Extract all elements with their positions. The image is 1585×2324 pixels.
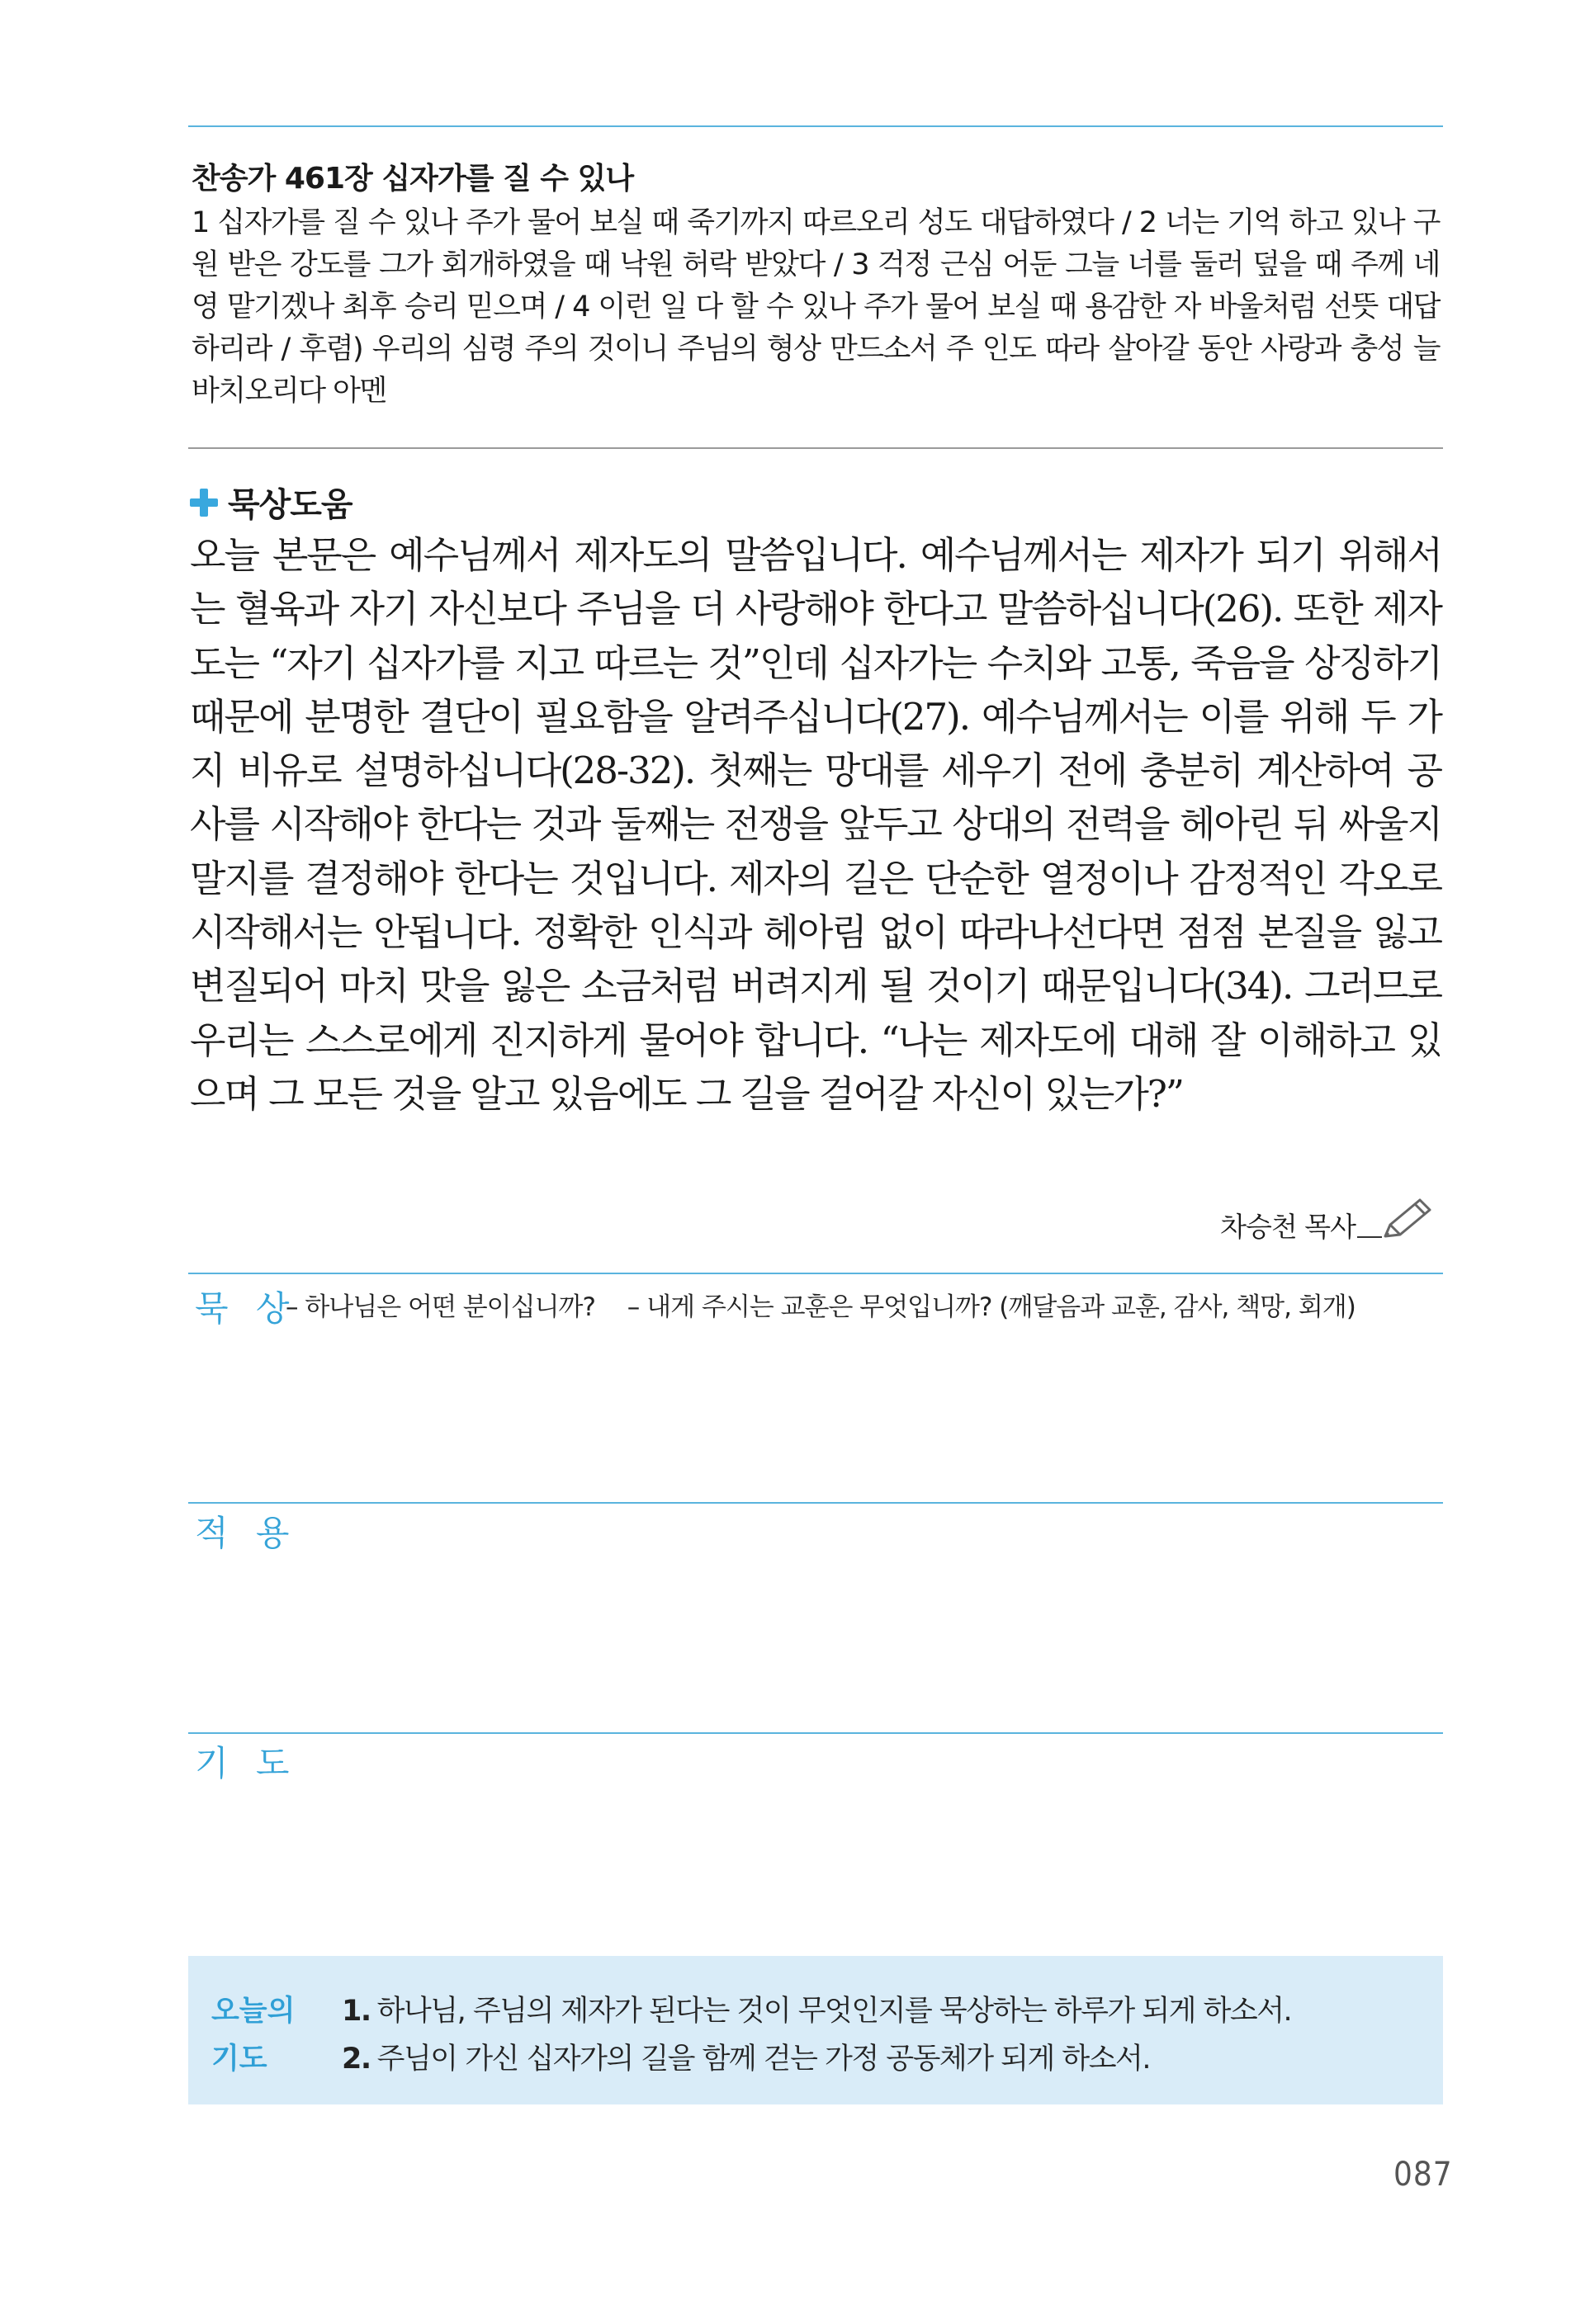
- today-prayer-label: [211, 1987, 302, 2083]
- today-prayer-label-line2: 기도: [211, 2043, 267, 2076]
- apply-label: 적 용: [195, 1513, 298, 1553]
- muksang-prompt-1: – 하나님은 어떤 분이십니까?: [286, 1292, 595, 1322]
- apply-rule: [188, 1502, 1443, 1504]
- prayer-number: 2.: [342, 2043, 371, 2076]
- hymn-lyrics: 1 십자가를 질 수 있나 주가 물어 보실 때 죽기까지 따르오리 성도 대답하였다 / 2 너는 기억 하고 있나 구원 받은 강도를 그가 회개하였을 때 낙원 허락 받았다 / 3 걱정 근심 어둔 그늘 너를 둘러 덮을 때 주께 네 영 맡기겠나 최후 승리 믿으며 / 4 이런 일 다 할 수 있나 주가 물어 보실 때 용감한 자 바울처럼 선뜻 대답 하리라 / 후렴) 우리의 심령 주의 것이니 주님의 형상 만드소서 주 인도 따라 살아갈 동안 사랑과 충성 늘 바치오리다 아멘: [192, 206, 1440, 408]
- today-prayer-list: [342, 1987, 1291, 2083]
- list-item: [342, 1987, 1291, 2035]
- pray-rule: [188, 1732, 1443, 1734]
- prayer-text: 하나님, 주님의 제자가 된다는 것이 무엇인지를 묵상하는 하루가 되게 하소서.: [376, 1995, 1292, 2028]
- page-number: 087: [1393, 2156, 1453, 2194]
- hymn-block: [192, 155, 1440, 413]
- hymn-bottom-rule: [188, 447, 1443, 449]
- pencil-icon: [1379, 1195, 1436, 1245]
- plus-icon: [190, 489, 218, 517]
- muksang-rule: [188, 1273, 1443, 1274]
- list-item: [342, 2035, 1291, 2083]
- author-signature: [1220, 1195, 1436, 1245]
- top-rule: [188, 125, 1443, 127]
- prayer-text: 주님이 가신 십자가의 길을 함께 걷는 가정 공동체가 되게 하소서.: [376, 2043, 1150, 2076]
- meditation-help-title: 묵상도움: [228, 486, 352, 524]
- author-name: 차승천 목사: [1220, 1211, 1356, 1243]
- muksang-label: 묵 상: [195, 1288, 298, 1329]
- pray-label: 기 도: [195, 1743, 298, 1783]
- prayer-number: 1.: [342, 1995, 371, 2028]
- muksang-prompt-2: – 내게 주시는 교훈은 무엇입니까? (깨달음과 교훈, 감사, 책망, 회개): [627, 1292, 1356, 1322]
- today-prayer-box: [188, 1956, 1443, 2104]
- hymn-title: 찬송가 461장 십자가를 질 수 있나: [192, 162, 634, 196]
- meditation-help-heading: [190, 479, 352, 526]
- muksang-prompts: [286, 1286, 1380, 1323]
- today-prayer-label-line1: 오늘의: [211, 1995, 296, 2028]
- meditation-help-body: 오늘 본문은 예수님께서 제자도의 말씀입니다. 예수님께서는 제자가 되기 위해서는 혈육과 자기 자신보다 주님을 더 사랑해야 한다고 말씀하십니다(26). 또한 제자도는 “자기 십자가를 지고 따르는 것”인데 십자가는 수치와 고통, 죽음을 상징하기 때문에 분명한 결단이 필요함을 알려주십니다(27). 예수님께서는 이를 위해 두 가지 비유로 설명하십니다(28-32). 첫째는 망대를 세우기 전에 충분히 계산하여 공사를 시작해야 한다는 것과 둘째는 전쟁을 앞두고 상대의 전력을 헤아린 뒤 싸울지 말지를 결정해야 한다는 것입니다. 제자의 길은 단순한 열정이나 감정적인 각오로 시작해서는 안됩니다. 정확한 인식과 헤아림 없이 따라나선다면 점점 본질을 잃고 변질되어 마치 맛을 잃은 소금처럼 버려지게 될 것이기 때문입니다(34). 그러므로 우리는 스스로에게 진지하게 물어야 합니다. “나는 제자도에 대해 잘 이해하고 있으며 그 모든 것을 알고 있음에도 그 길을 걸어갈 자신이 있는가?”: [190, 533, 1441, 1116]
